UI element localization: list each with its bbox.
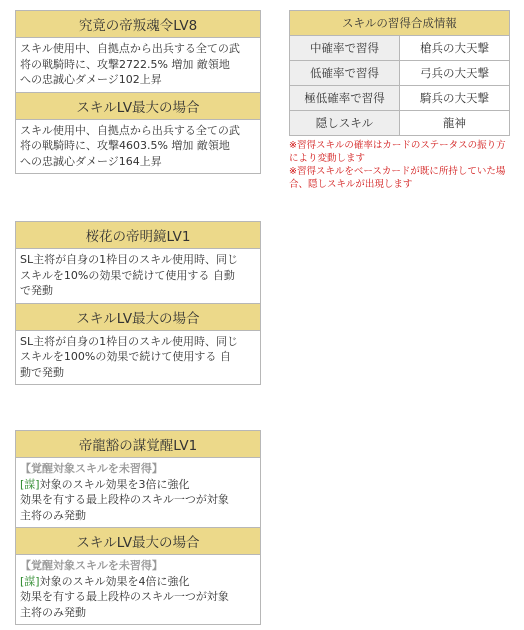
skill-title: 桜花の帝明鏡LV1	[16, 222, 261, 249]
synthesis-label: 中確率で習得	[290, 36, 400, 61]
desc-line: 効果を有する最上段枠のスキル一つが対象	[20, 493, 229, 506]
skill-description	[16, 249, 261, 304]
desc-text: 対象のスキル効果を3倍に強化	[39, 477, 190, 491]
synthesis-value: 弓兵の大天撃	[400, 61, 510, 86]
skill-table-2	[15, 221, 261, 385]
skill-title: 究竟の帝叛魂令LV8	[16, 11, 261, 38]
note-line: 合、隠しスキルが出現します	[289, 179, 413, 190]
awakening-condition: 【覚醒対象スキルを未習得】	[20, 559, 163, 572]
synthesis-notes	[289, 139, 517, 191]
note-line: により変動します	[289, 153, 366, 164]
skill-description	[16, 38, 261, 93]
note-line: ※習得スキルの確率はカードのステータスの振り方	[289, 140, 506, 151]
awakening-condition: 【覚醒対象スキルを未習得】	[20, 462, 163, 475]
desc-line: スキルを100%の効果で続けて使用する 自	[20, 350, 231, 363]
max-level-description	[16, 330, 261, 385]
desc-line: SL主将が自身の1枠目のスキル使用時、同じ	[20, 253, 238, 266]
max-level-description	[16, 119, 261, 174]
max-level-description	[16, 555, 261, 625]
desc-line: 主将のみ発動	[20, 508, 86, 522]
desc-text: 対象のスキル効果を4倍に強化	[39, 574, 190, 588]
skill-table-3	[15, 430, 261, 625]
synthesis-label: 極低確率で習得	[290, 86, 400, 111]
desc-line: スキル使用中、自拠点から出兵する全ての武	[20, 42, 240, 55]
desc-line: 将の戦騎時に、攻撃2722.5% 増加 敵領地	[20, 57, 230, 71]
strategy-tag: [謀]	[20, 477, 40, 491]
desc-line	[20, 574, 256, 590]
skill-description	[16, 458, 261, 528]
max-level-title: スキルLV最大の場合	[16, 92, 261, 119]
skill-table-1	[15, 10, 261, 174]
synthesis-title: スキルの習得合成情報	[290, 11, 510, 36]
note-line: ※習得スキルをベースカードが既に所持していた場	[289, 166, 506, 177]
synthesis-table	[289, 10, 510, 136]
desc-line: 将の戦騎時に、攻撃4603.5% 増加 敵領地	[20, 139, 230, 152]
synthesis-value: 龍神	[400, 111, 510, 136]
skill-title: 帝龍豁の謀覚醒LV1	[16, 431, 261, 458]
synthesis-value: 騎兵の大天撃	[400, 86, 510, 111]
max-level-title: スキルLV最大の場合	[16, 528, 261, 555]
desc-line: への忠誠心ダメージ102上昇	[20, 73, 162, 86]
desc-line: への忠誠心ダメージ164上昇	[20, 154, 162, 168]
desc-line	[20, 477, 256, 493]
desc-line: スキルを10%の効果で続けて使用する 自動	[20, 268, 235, 282]
desc-line: 動で発動	[20, 365, 64, 379]
desc-line: SL主将が自身の1枠目のスキル使用時、同じ	[20, 334, 238, 348]
synthesis-label: 隠しスキル	[290, 111, 400, 136]
max-level-title: スキルLV最大の場合	[16, 303, 261, 330]
desc-line: 効果を有する最上段枠のスキル一つが対象	[20, 590, 229, 603]
strategy-tag: [謀]	[20, 574, 40, 588]
desc-line: 主将のみ発動	[20, 605, 86, 619]
desc-line: で発動	[20, 284, 53, 297]
synthesis-label: 低確率で習得	[290, 61, 400, 86]
desc-line: スキル使用中、自拠点から出兵する全ての武	[20, 123, 240, 137]
synthesis-value: 槍兵の大天撃	[400, 36, 510, 61]
